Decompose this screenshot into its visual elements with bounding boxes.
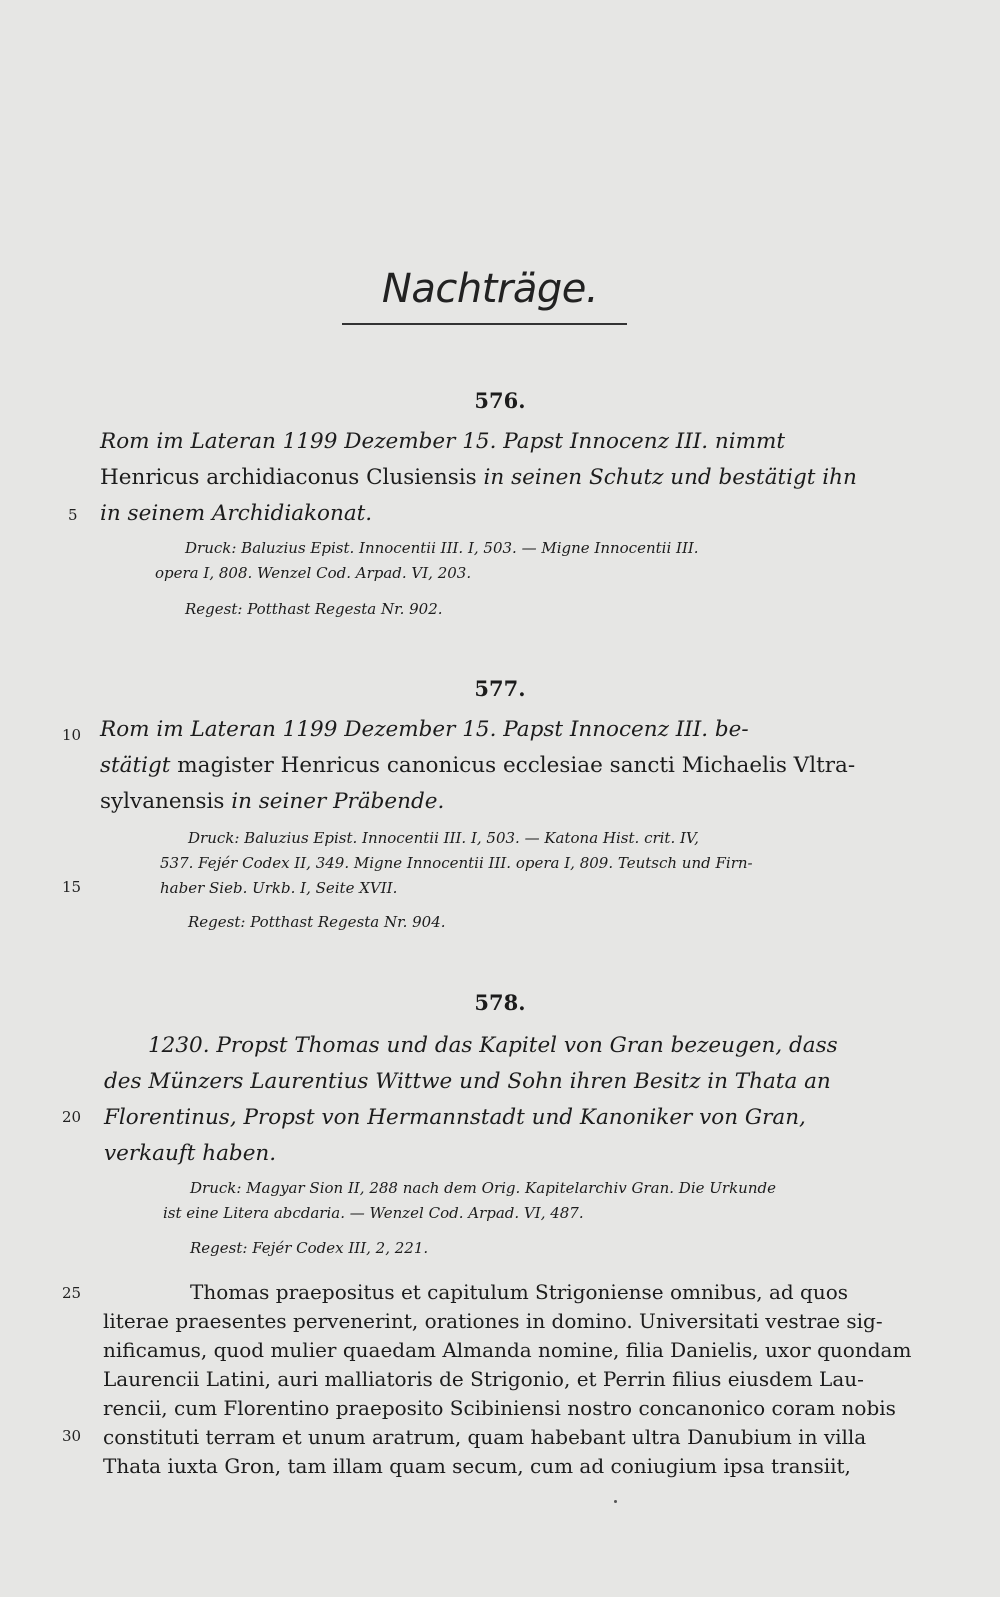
body-text-line-5: rencii, cum Florentino praeposito Scibiniensi nostro concanonico coram nobis (103, 1396, 896, 1420)
margin-line-number: 10 (62, 726, 82, 744)
entry-578-regest: Regest: Fejér Codex III, 2, 221. (190, 1239, 429, 1257)
entry-578-number: 578. (474, 990, 526, 1015)
ink-speck (614, 1500, 617, 1503)
entry-578-heading-line-2: des Münzers Laurentius Wittwe und Sohn ihren Besitz in Thata an (104, 1069, 831, 1094)
entry-576-heading-line-2: Henricus archidiaconus Clusiensis in seinen Schutz und bestätigt ihn (100, 465, 857, 490)
entry-576-number: 576. (474, 388, 526, 413)
margin-line-number: 30 (62, 1427, 82, 1445)
entry-577-number: 577. (474, 676, 526, 701)
body-text-line-2: literae praesentes pervenerint, orationes in domino. Universitati vestrae sig- (103, 1309, 883, 1333)
entry-577-heading-line-3: sylvanensis in seiner Präbende. (100, 789, 445, 814)
body-text-line-4: Laurencii Latini, auri malliatoris de Strigonio, et Perrin filius eiusdem Lau- (103, 1367, 864, 1391)
margin-line-number: 25 (62, 1284, 82, 1302)
entry-576-regest: Regest: Potthast Regesta Nr. 902. (185, 600, 443, 618)
body-text-line-7: Thata iuxta Gron, tam illam quam secum, cum ad coniugium ipsa transiit, (103, 1454, 851, 1478)
entry-576-druck-2: opera I, 808. Wenzel Cod. Arpad. VI, 203. (155, 564, 472, 582)
body-text-line-3: nificamus, quod mulier quaedam Almanda nomine, filia Danielis, uxor quondam (103, 1338, 912, 1362)
margin-line-number: 5 (68, 506, 78, 524)
body-text-line-6: constituti terram et unum aratrum, quam habebant ultra Danubium in villa (103, 1425, 867, 1449)
entry-578-heading-line-3: Florentinus, Propst von Hermannstadt und Kanoniker von Gran, (104, 1105, 806, 1130)
entry-577-heading-line-2: stätigt magister Henricus canonicus ecclesiae sancti Michaelis Vltra- (100, 753, 856, 778)
title-underline (342, 323, 627, 325)
entry-576-heading-line-1: Rom im Lateran 1199 Dezember 15. Papst Innocenz III. nimmt (100, 429, 786, 454)
entry-578-druck-2: ist eine Litera abcdaria. — Wenzel Cod. Arpad. VI, 487. (163, 1204, 584, 1222)
page-title: Nachträge. (381, 266, 599, 312)
entry-578-heading-line-1: 1230. Propst Thomas und das Kapitel von Gran bezeugen, dass (148, 1033, 838, 1058)
margin-line-number: 15 (62, 878, 82, 896)
entry-577-druck-3: haber Sieb. Urkb. I, Seite XVII. (160, 879, 398, 897)
entry-577-regest: Regest: Potthast Regesta Nr. 904. (188, 913, 446, 931)
entry-578-druck-1: Druck: Magyar Sion II, 288 nach dem Orig. Kapitelarchiv Gran. Die Urkunde (190, 1179, 776, 1197)
entry-577-heading-line-1: Rom im Lateran 1199 Dezember 15. Papst Innocenz III. be- (100, 717, 749, 742)
entry-578-heading-line-4: verkauft haben. (104, 1141, 277, 1166)
body-text-line-1: Thomas praepositus et capitulum Strigoniense omnibus, ad quos (190, 1280, 849, 1304)
entry-577-druck-1: Druck: Baluzius Epist. Innocentii III. I, 503. — Katona Hist. crit. IV, (188, 829, 699, 847)
entry-576-druck-1: Druck: Baluzius Epist. Innocentii III. I, 503. — Migne Innocentii III. (185, 539, 699, 557)
entry-576-heading-line-3: in seinem Archidiakonat. (100, 501, 373, 526)
entry-577-druck-2: 537. Fejér Codex II, 349. Migne Innocentii III. opera I, 809. Teutsch und Firn- (160, 854, 753, 872)
margin-line-number: 20 (62, 1108, 82, 1126)
